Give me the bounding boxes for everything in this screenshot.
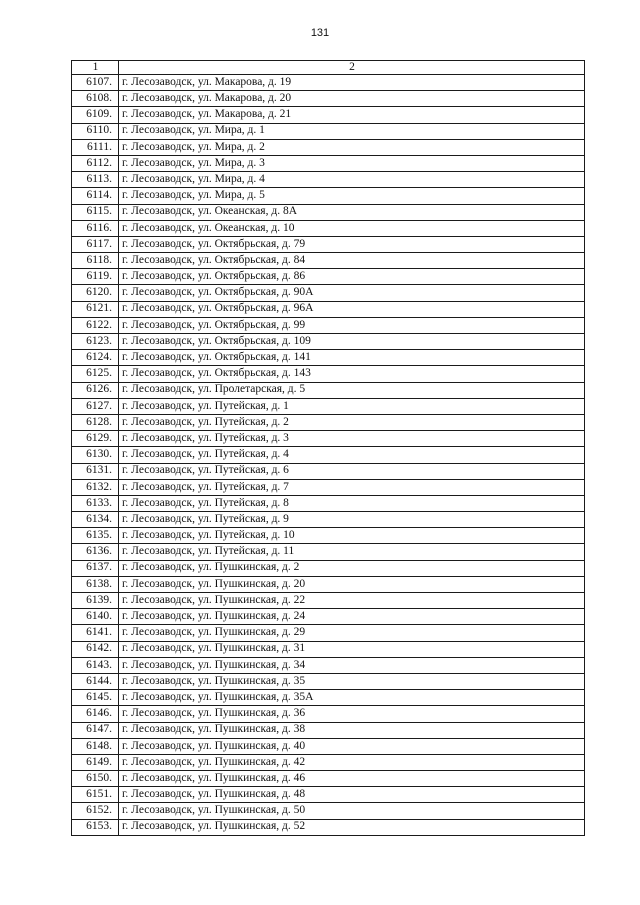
address-cell: г. Лесозаводск, ул. Октябрьская, д. 90А [119, 285, 585, 301]
table-row [72, 414, 585, 430]
table-row [72, 220, 585, 236]
table-row [72, 463, 585, 479]
address-cell: г. Лесозаводск, ул. Путейская, д. 3 [119, 431, 585, 447]
table-row [72, 285, 585, 301]
address-cell: г. Лесозаводск, ул. Октябрьская, д. 99 [119, 317, 585, 333]
table-row [72, 366, 585, 382]
address-cell: г. Лесозаводск, ул. Октябрьская, д. 141 [119, 350, 585, 366]
table-header [72, 61, 585, 75]
address-cell: г. Лесозаводск, ул. Пушкинская, д. 50 [119, 803, 585, 819]
row-number-cell: 6107. [72, 75, 119, 91]
table-row [72, 139, 585, 155]
row-number-cell: 6150. [72, 771, 119, 787]
table-row [72, 706, 585, 722]
address-cell: г. Лесозаводск, ул. Путейская, д. 1 [119, 398, 585, 414]
row-number-cell: 6119. [72, 269, 119, 285]
address-cell: г. Лесозаводск, ул. Пролетарская, д. 5 [119, 382, 585, 398]
address-cell: г. Лесозаводск, ул. Путейская, д. 7 [119, 479, 585, 495]
row-number-cell: 6142. [72, 641, 119, 657]
row-number-cell: 6118. [72, 253, 119, 269]
table-row [72, 204, 585, 220]
address-cell: г. Лесозаводск, ул. Путейская, д. 4 [119, 447, 585, 463]
row-number-cell: 6109. [72, 107, 119, 123]
table-row [72, 803, 585, 819]
row-number-cell: 6124. [72, 350, 119, 366]
row-number-cell: 6120. [72, 285, 119, 301]
column-header-address: 2 [119, 61, 585, 75]
table-row [72, 625, 585, 641]
row-number-cell: 6151. [72, 787, 119, 803]
table-row [72, 528, 585, 544]
address-cell: г. Лесозаводск, ул. Пушкинская, д. 40 [119, 738, 585, 754]
address-cell: г. Лесозаводск, ул. Океанская, д. 10 [119, 220, 585, 236]
table-row [72, 722, 585, 738]
table-row [72, 334, 585, 350]
table-row [72, 253, 585, 269]
address-cell: г. Лесозаводск, ул. Пушкинская, д. 2 [119, 560, 585, 576]
row-number-cell: 6110. [72, 123, 119, 139]
row-number-cell: 6128. [72, 414, 119, 430]
table-row [72, 269, 585, 285]
row-number-cell: 6138. [72, 576, 119, 592]
address-cell: г. Лесозаводск, ул. Октябрьская, д. 84 [119, 253, 585, 269]
table-row [72, 75, 585, 91]
row-number-cell: 6152. [72, 803, 119, 819]
address-cell: г. Лесозаводск, ул. Макарова, д. 21 [119, 107, 585, 123]
table-row [72, 609, 585, 625]
table-row [72, 172, 585, 188]
address-cell: г. Лесозаводск, ул. Пушкинская, д. 36 [119, 706, 585, 722]
row-number-cell: 6116. [72, 220, 119, 236]
address-cell: г. Лесозаводск, ул. Путейская, д. 10 [119, 528, 585, 544]
address-cell: г. Лесозаводск, ул. Октябрьская, д. 96А [119, 301, 585, 317]
row-number-cell: 6123. [72, 334, 119, 350]
table-row [72, 690, 585, 706]
table-body [72, 75, 585, 836]
address-cell: г. Лесозаводск, ул. Пушкинская, д. 35А [119, 690, 585, 706]
address-cell: г. Лесозаводск, ул. Пушкинская, д. 48 [119, 787, 585, 803]
row-number-cell: 6133. [72, 495, 119, 511]
address-cell: г. Лесозаводск, ул. Пушкинская, д. 29 [119, 625, 585, 641]
row-number-cell: 6139. [72, 593, 119, 609]
table-row [72, 771, 585, 787]
table-row [72, 512, 585, 528]
row-number-cell: 6111. [72, 139, 119, 155]
address-cell: г. Лесозаводск, ул. Пушкинская, д. 35 [119, 673, 585, 689]
table-row [72, 447, 585, 463]
row-number-cell: 6125. [72, 366, 119, 382]
table-row [72, 754, 585, 770]
row-number-cell: 6132. [72, 479, 119, 495]
table-row [72, 188, 585, 204]
row-number-cell: 6148. [72, 738, 119, 754]
table-row [72, 673, 585, 689]
address-cell: г. Лесозаводск, ул. Пушкинская, д. 20 [119, 576, 585, 592]
row-number-cell: 6112. [72, 155, 119, 171]
address-cell: г. Лесозаводск, ул. Октябрьская, д. 86 [119, 269, 585, 285]
address-cell: г. Лесозаводск, ул. Океанская, д. 8А [119, 204, 585, 220]
row-number-cell: 6141. [72, 625, 119, 641]
row-number-cell: 6146. [72, 706, 119, 722]
address-cell: г. Лесозаводск, ул. Пушкинская, д. 42 [119, 754, 585, 770]
table-row [72, 576, 585, 592]
table-row [72, 382, 585, 398]
address-cell: г. Лесозаводск, ул. Путейская, д. 8 [119, 495, 585, 511]
address-cell: г. Лесозаводск, ул. Мира, д. 1 [119, 123, 585, 139]
table-row [72, 479, 585, 495]
address-cell: г. Лесозаводск, ул. Пушкинская, д. 31 [119, 641, 585, 657]
row-number-cell: 6144. [72, 673, 119, 689]
address-cell: г. Лесозаводск, ул. Пушкинская, д. 22 [119, 593, 585, 609]
table-row [72, 107, 585, 123]
table-row [72, 657, 585, 673]
row-number-cell: 6122. [72, 317, 119, 333]
table-row [72, 155, 585, 171]
row-number-cell: 6147. [72, 722, 119, 738]
address-cell: г. Лесозаводск, ул. Пушкинская, д. 46 [119, 771, 585, 787]
row-number-cell: 6153. [72, 819, 119, 835]
table-row [72, 593, 585, 609]
address-cell: г. Лесозаводск, ул. Путейская, д. 2 [119, 414, 585, 430]
row-number-cell: 6126. [72, 382, 119, 398]
table-row [72, 738, 585, 754]
address-cell: г. Лесозаводск, ул. Пушкинская, д. 24 [119, 609, 585, 625]
table-row [72, 544, 585, 560]
address-cell: г. Лесозаводск, ул. Октябрьская, д. 79 [119, 236, 585, 252]
table-row [72, 431, 585, 447]
row-number-cell: 6115. [72, 204, 119, 220]
row-number-cell: 6136. [72, 544, 119, 560]
table-row [72, 819, 585, 835]
row-number-cell: 6134. [72, 512, 119, 528]
address-cell: г. Лесозаводск, ул. Пушкинская, д. 38 [119, 722, 585, 738]
table-row [72, 641, 585, 657]
row-number-cell: 6137. [72, 560, 119, 576]
table-row [72, 398, 585, 414]
table-row [72, 787, 585, 803]
row-number-cell: 6117. [72, 236, 119, 252]
page-number: 131 [310, 27, 330, 39]
table-row [72, 495, 585, 511]
row-number-cell: 6135. [72, 528, 119, 544]
row-number-cell: 6129. [72, 431, 119, 447]
header-row [72, 61, 585, 75]
address-cell: г. Лесозаводск, ул. Путейская, д. 11 [119, 544, 585, 560]
address-cell: г. Лесозаводск, ул. Пушкинская, д. 34 [119, 657, 585, 673]
address-cell: г. Лесозаводск, ул. Путейская, д. 6 [119, 463, 585, 479]
table-row [72, 350, 585, 366]
address-cell: г. Лесозаводск, ул. Пушкинская, д. 52 [119, 819, 585, 835]
address-cell: г. Лесозаводск, ул. Макарова, д. 19 [119, 75, 585, 91]
address-cell: г. Лесозаводск, ул. Мира, д. 4 [119, 172, 585, 188]
table-row [72, 560, 585, 576]
address-cell: г. Лесозаводск, ул. Макарова, д. 20 [119, 91, 585, 107]
table-row [72, 91, 585, 107]
row-number-cell: 6108. [72, 91, 119, 107]
column-header-number: 1 [72, 61, 119, 75]
address-cell: г. Лесозаводск, ул. Путейская, д. 9 [119, 512, 585, 528]
address-cell: г. Лесозаводск, ул. Мира, д. 5 [119, 188, 585, 204]
row-number-cell: 6143. [72, 657, 119, 673]
table-row [72, 236, 585, 252]
table-row [72, 123, 585, 139]
row-number-cell: 6121. [72, 301, 119, 317]
row-number-cell: 6113. [72, 172, 119, 188]
address-cell: г. Лесозаводск, ул. Мира, д. 3 [119, 155, 585, 171]
table-row [72, 301, 585, 317]
address-table [71, 60, 585, 836]
row-number-cell: 6145. [72, 690, 119, 706]
row-number-cell: 6149. [72, 754, 119, 770]
row-number-cell: 6130. [72, 447, 119, 463]
address-cell: г. Лесозаводск, ул. Октябрьская, д. 143 [119, 366, 585, 382]
row-number-cell: 6140. [72, 609, 119, 625]
row-number-cell: 6131. [72, 463, 119, 479]
address-cell: г. Лесозаводск, ул. Октябрьская, д. 109 [119, 334, 585, 350]
address-cell: г. Лесозаводск, ул. Мира, д. 2 [119, 139, 585, 155]
table-row [72, 317, 585, 333]
row-number-cell: 6114. [72, 188, 119, 204]
row-number-cell: 6127. [72, 398, 119, 414]
